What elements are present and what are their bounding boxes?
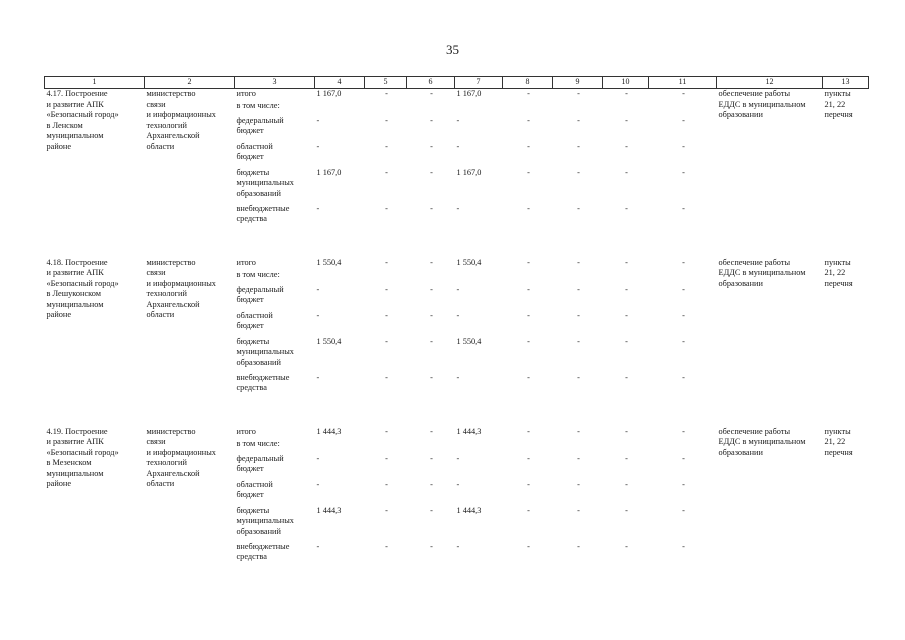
- funding-value-c9: -: [577, 203, 580, 213]
- funding-value-c7: [455, 439, 503, 454]
- funding-value-c8: -: [527, 336, 530, 346]
- funding-value-c8: -: [527, 115, 530, 125]
- funding-value-c4: -: [316, 453, 320, 463]
- funding-value-c11: -: [682, 310, 685, 320]
- funding-value-c5: -: [385, 310, 388, 320]
- funding-value-c5: -: [385, 257, 388, 267]
- funding-value-c4: 1 550,4: [316, 257, 342, 267]
- funding-value-c10: -: [625, 141, 628, 151]
- funding-value-c9: -: [577, 257, 580, 267]
- funding-source: в том числе:: [236, 269, 280, 279]
- funding-value-c11: -: [682, 141, 685, 151]
- funding-value-c7: -: [456, 141, 460, 151]
- funding-source: бюджеты муниципальных образований: [236, 167, 294, 198]
- funding-value-c8: -: [527, 372, 530, 382]
- funding-value-c4: 1 444,3: [316, 505, 342, 515]
- funding-value-c4: [315, 439, 365, 454]
- funding-value-c8: -: [527, 310, 530, 320]
- funding-value-c11: -: [682, 89, 685, 98]
- funding-value-c9: [553, 101, 603, 116]
- funding-value-c5: -: [385, 141, 388, 151]
- funding-source: областной бюджет: [236, 310, 273, 330]
- funding-value-c11: [649, 270, 717, 285]
- funding-value-c9: [553, 270, 603, 285]
- funding-value-c8: [503, 270, 553, 285]
- funding-value-c8: -: [527, 167, 530, 177]
- funding-source: внебюджетные средства: [236, 541, 290, 561]
- funding-value-c10: [603, 270, 649, 285]
- funding-value-c8: -: [527, 257, 530, 267]
- funding-value-c4: -: [316, 372, 320, 382]
- column-number: 13: [823, 77, 869, 89]
- funding-value-c5: -: [385, 89, 388, 98]
- funding-value-c10: -: [625, 479, 628, 489]
- funding-value-c11: -: [682, 541, 685, 551]
- funding-value-c4: [315, 101, 365, 116]
- measure-title: 4.17. Построение и развитие АПК «Безопасный город» в Ленском муниципальном районе: [46, 89, 119, 151]
- funding-value-c7: -: [456, 310, 460, 320]
- column-number: 5: [365, 77, 407, 89]
- column-number: 1: [45, 77, 145, 89]
- funding-value-c7: [455, 270, 503, 285]
- funding-source: бюджеты муниципальных образований: [236, 505, 294, 536]
- funding-source: бюджеты муниципальных образований: [236, 336, 294, 367]
- funding-value-c5: -: [385, 479, 388, 489]
- funding-value-c6: -: [430, 203, 433, 213]
- funding-value-c10: -: [625, 257, 628, 267]
- column-number: 3: [235, 77, 315, 89]
- funding-value-c7: 1 167,0: [456, 167, 482, 177]
- table-row: [45, 89, 869, 101]
- column-number: 10: [603, 77, 649, 89]
- funding-value-c6: -: [430, 284, 433, 294]
- funding-value-c6: -: [430, 310, 433, 320]
- funding-value-c4: -: [316, 541, 320, 551]
- funding-value-c9: -: [577, 372, 580, 382]
- funding-value-c11: -: [682, 479, 685, 489]
- funding-source: в том числе:: [236, 438, 280, 448]
- funding-value-c4: 1 167,0: [316, 167, 342, 177]
- funding-value-c11: -: [682, 284, 685, 294]
- funding-value-c6: -: [430, 541, 433, 551]
- funding-value-c4: 1 550,4: [316, 336, 342, 346]
- funding-value-c6: -: [430, 372, 433, 382]
- funding-value-c6: -: [430, 115, 433, 125]
- indicator-reference: пункты 21, 22 перечня: [824, 257, 853, 288]
- section-spacer: [45, 399, 869, 427]
- funding-value-c7: [455, 101, 503, 116]
- measure-title: 4.18. Построение и развитие АПК «Безопасный город» в Лешуконском муниципальном районе: [46, 257, 119, 319]
- funding-value-c9: -: [577, 426, 580, 436]
- column-number: 6: [407, 77, 455, 89]
- funding-value-c11: -: [682, 426, 685, 436]
- funding-value-c9: -: [577, 141, 580, 151]
- program-table: [44, 76, 869, 568]
- indicator-reference: пункты 21, 22 перечня: [824, 89, 853, 119]
- funding-value-c8: -: [527, 89, 530, 98]
- funding-value-c6: -: [430, 336, 433, 346]
- funding-value-c11: -: [682, 167, 685, 177]
- column-number: 9: [553, 77, 603, 89]
- funding-value-c8: -: [527, 541, 530, 551]
- measure-executor: министерство связи и информационных технологий Архангельской области: [146, 426, 216, 488]
- funding-value-c8: -: [527, 479, 530, 489]
- funding-value-c5: -: [385, 453, 388, 463]
- spacer-cell: [45, 230, 869, 258]
- column-number: 8: [503, 77, 553, 89]
- funding-value-c7: -: [456, 453, 460, 463]
- funding-value-c5: -: [385, 336, 388, 346]
- funding-value-c8: [503, 439, 553, 454]
- column-number: 11: [649, 77, 717, 89]
- funding-value-c8: [503, 101, 553, 116]
- funding-value-c8: -: [527, 284, 530, 294]
- funding-source: федеральный бюджет: [236, 453, 284, 473]
- funding-value-c6: -: [430, 89, 433, 98]
- column-number: 12: [717, 77, 823, 89]
- funding-value-c4: [315, 270, 365, 285]
- funding-value-c10: -: [625, 284, 628, 294]
- funding-source: областной бюджет: [236, 141, 273, 161]
- funding-value-c5: [365, 439, 407, 454]
- funding-value-c5: [365, 101, 407, 116]
- funding-value-c4: 1 167,0: [316, 89, 342, 98]
- funding-value-c4: 1 444,3: [316, 426, 342, 436]
- funding-value-c5: -: [385, 167, 388, 177]
- funding-source: итого: [236, 426, 256, 436]
- funding-value-c9: [553, 439, 603, 454]
- funding-value-c7: -: [456, 541, 460, 551]
- funding-value-c10: [603, 439, 649, 454]
- funding-value-c10: [603, 101, 649, 116]
- funding-value-c7: 1 167,0: [456, 89, 482, 98]
- funding-source: федеральный бюджет: [236, 115, 284, 135]
- funding-value-c4: -: [316, 141, 320, 151]
- funding-value-c11: -: [682, 372, 685, 382]
- column-number: 2: [145, 77, 235, 89]
- funding-value-c11: -: [682, 257, 685, 267]
- funding-value-c11: -: [682, 115, 685, 125]
- funding-value-c11: -: [682, 336, 685, 346]
- funding-value-c9: -: [577, 453, 580, 463]
- expected-result: обеспечение работы ЕДДС в муниципальном образовании: [718, 257, 806, 288]
- funding-value-c9: -: [577, 284, 580, 294]
- expected-result: обеспечение работы ЕДДС в муниципальном образовании: [718, 89, 806, 119]
- column-number-row: [45, 77, 869, 89]
- funding-source: итого: [236, 89, 256, 98]
- funding-value-c5: -: [385, 115, 388, 125]
- funding-value-c7: 1 550,4: [456, 336, 482, 346]
- funding-value-c9: -: [577, 310, 580, 320]
- funding-value-c9: -: [577, 505, 580, 515]
- funding-value-c10: -: [625, 203, 628, 213]
- column-number: 7: [455, 77, 503, 89]
- measure-executor: министерство связи и информационных технологий Архангельской области: [146, 257, 216, 319]
- funding-value-c5: -: [385, 541, 388, 551]
- funding-source: федеральный бюджет: [236, 284, 284, 304]
- funding-value-c6: -: [430, 479, 433, 489]
- section-spacer: [45, 230, 869, 258]
- funding-value-c4: -: [316, 310, 320, 320]
- measure-executor: министерство связи и информационных технологий Архангельской области: [146, 89, 216, 151]
- funding-value-c11: -: [682, 453, 685, 463]
- funding-source: областной бюджет: [236, 479, 273, 499]
- funding-source: итого: [236, 257, 256, 267]
- funding-value-c6: [407, 101, 455, 116]
- funding-value-c4: -: [316, 203, 320, 213]
- funding-value-c4: -: [316, 479, 320, 489]
- funding-value-c5: -: [385, 426, 388, 436]
- funding-value-c7: 1 550,4: [456, 257, 482, 267]
- funding-value-c10: -: [625, 372, 628, 382]
- funding-value-c9: -: [577, 167, 580, 177]
- funding-value-c7: -: [456, 479, 460, 489]
- page-number: 35: [446, 42, 459, 57]
- funding-value-c6: -: [430, 505, 433, 515]
- funding-value-c6: [407, 439, 455, 454]
- funding-value-c11: [649, 439, 717, 454]
- funding-value-c10: -: [625, 426, 628, 436]
- funding-value-c11: [649, 101, 717, 116]
- measure-title: 4.19. Построение и развитие АПК «Безопасный город» в Мезенском муниципальном районе: [46, 426, 119, 488]
- funding-value-c6: -: [430, 453, 433, 463]
- funding-value-c9: -: [577, 541, 580, 551]
- funding-value-c5: -: [385, 284, 388, 294]
- funding-value-c5: [365, 270, 407, 285]
- funding-value-c10: -: [625, 336, 628, 346]
- funding-value-c6: -: [430, 426, 433, 436]
- spacer-cell: [45, 399, 869, 427]
- funding-value-c9: -: [577, 479, 580, 489]
- funding-value-c4: -: [316, 115, 320, 125]
- table-row: [45, 427, 869, 439]
- funding-value-c6: -: [430, 257, 433, 267]
- funding-value-c7: 1 444,3: [456, 426, 482, 436]
- funding-source: в том числе:: [236, 100, 280, 110]
- funding-value-c10: -: [625, 541, 628, 551]
- funding-value-c6: [407, 270, 455, 285]
- funding-value-c10: -: [625, 115, 628, 125]
- funding-value-c5: -: [385, 505, 388, 515]
- funding-value-c7: -: [456, 203, 460, 213]
- funding-value-c9: -: [577, 115, 580, 125]
- funding-value-c5: -: [385, 203, 388, 213]
- funding-value-c9: -: [577, 89, 580, 98]
- funding-value-c7: 1 444,3: [456, 505, 482, 515]
- funding-value-c4: -: [316, 284, 320, 294]
- funding-value-c9: -: [577, 336, 580, 346]
- funding-value-c11: -: [682, 203, 685, 213]
- funding-value-c7: -: [456, 372, 460, 382]
- funding-value-c7: -: [456, 284, 460, 294]
- funding-value-c10: -: [625, 167, 628, 177]
- funding-value-c10: -: [625, 310, 628, 320]
- funding-value-c10: -: [625, 453, 628, 463]
- column-number: 4: [315, 77, 365, 89]
- table-row: [45, 258, 869, 270]
- funding-source: внебюджетные средства: [236, 203, 290, 223]
- funding-value-c10: -: [625, 505, 628, 515]
- funding-value-c8: -: [527, 453, 530, 463]
- funding-value-c6: -: [430, 141, 433, 151]
- funding-source: внебюджетные средства: [236, 372, 290, 392]
- funding-value-c8: -: [527, 505, 530, 515]
- funding-value-c8: -: [527, 203, 530, 213]
- expected-result: обеспечение работы ЕДДС в муниципальном образовании: [718, 426, 806, 457]
- funding-value-c8: -: [527, 426, 530, 436]
- indicator-reference: пункты 21, 22 перечня: [824, 426, 853, 457]
- funding-value-c10: -: [625, 89, 628, 98]
- funding-value-c5: -: [385, 372, 388, 382]
- funding-value-c7: -: [456, 115, 460, 125]
- funding-value-c6: -: [430, 167, 433, 177]
- funding-value-c8: -: [527, 141, 530, 151]
- funding-value-c11: -: [682, 505, 685, 515]
